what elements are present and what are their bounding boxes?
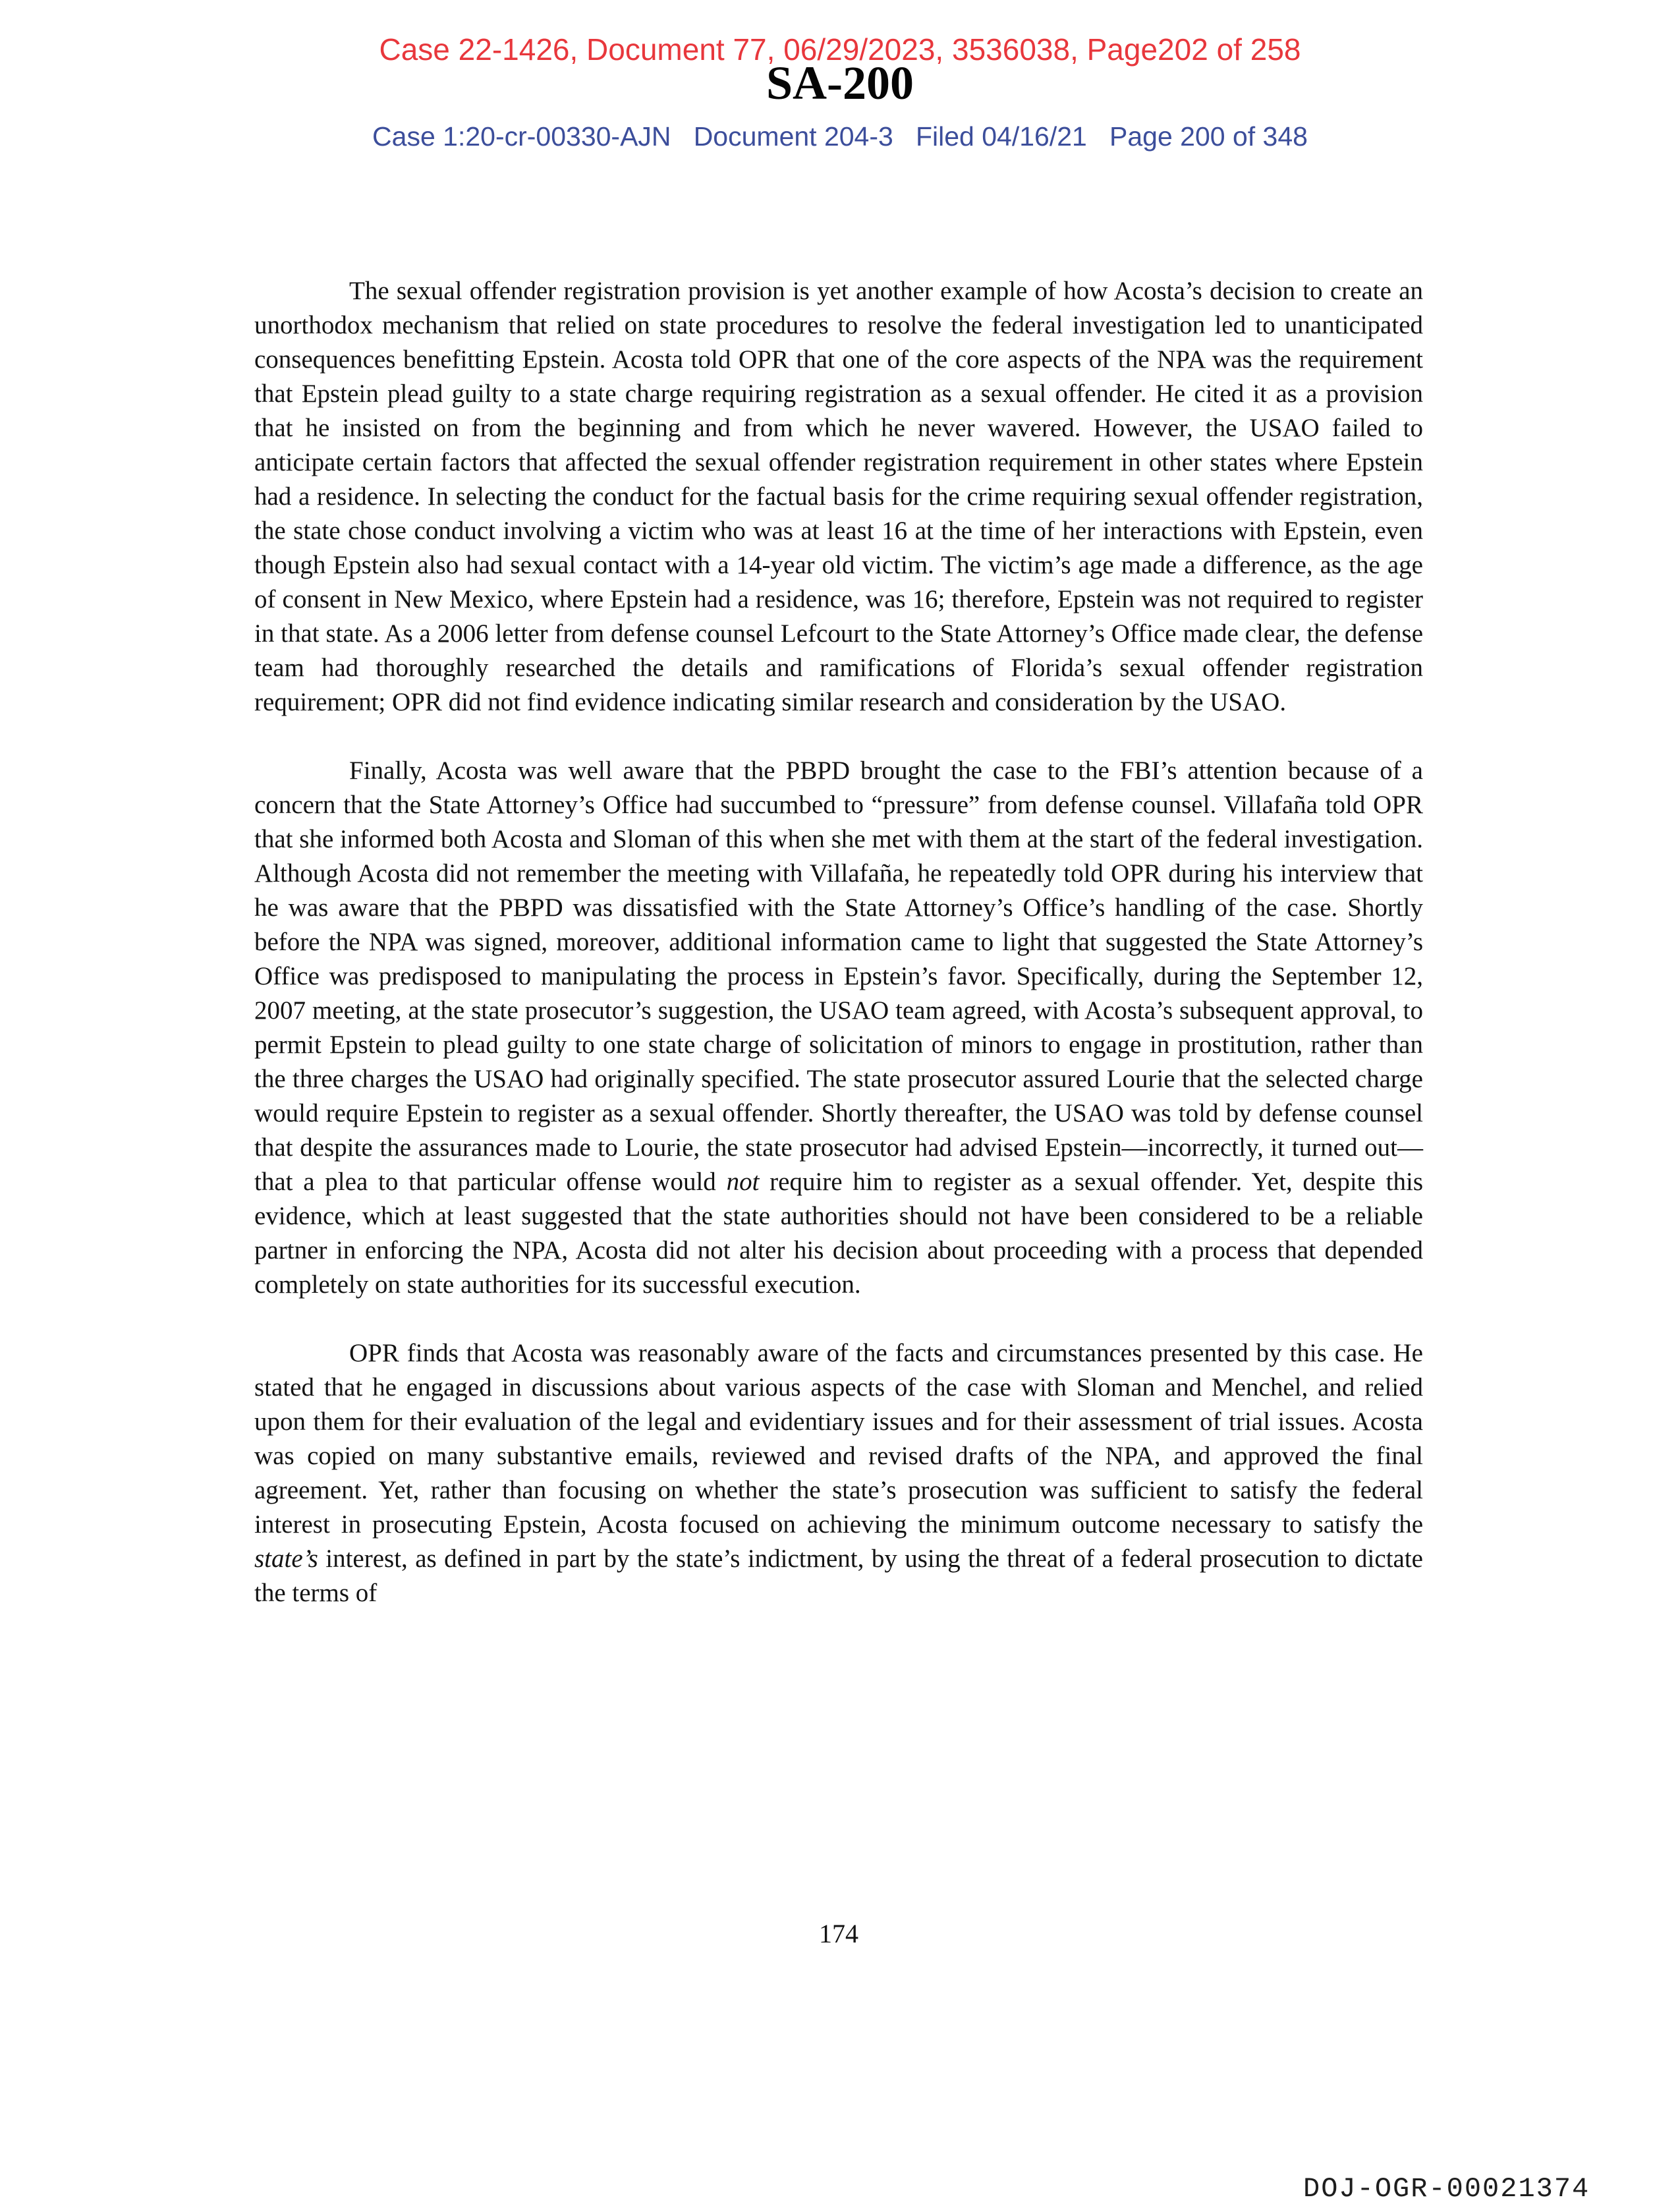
document-body	[254, 274, 1423, 1645]
text-run: The sexual offender registration provision is yet another example of how Acosta’s decision to create an unorthodox mechanism that relied on state procedures to resolve the federal investigation led to unanticipated consequences benefitting Epstein. Acosta told OPR that one of the core aspects of the NPA was the requirement that Epstein plead guilty to a state charge requiring registration as a sexual offender. He cited it as a provision that he insisted on from the beginning and from which he never wavered. However, the USAO failed to anticipate certain factors that affected the sexual offender registration requirement in other states where Epstein had a residence. In selecting the conduct for the factual basis for the crime requiring sexual offender registration, the state chose conduct involving a victim who was at least 16 at the time of her interactions with Epstein, even though Epstein also had sexual contact with a 14-year old victim. The victim’s age made a difference, as the age of consent in New Mexico, where Epstein had a residence, was 16; therefore, Epstein was not required to register in that state. As a 2006 letter from defense counsel Lefcourt to the State Attorney’s Office made clear, the defense team had thoroughly researched the details and ramifications of Florida’s sexual offender registration requirement; OPR did not find evidence indicating similar research and consideration by the USAO.	[254, 277, 1423, 716]
district-case-header: Case 1:20-cr-00330-AJN Document 204-3 Filed 04/16/21 Page 200 of 348	[372, 121, 1308, 152]
bates-number: DOJ-OGR-00021374	[1303, 2173, 1590, 2205]
body-paragraph	[254, 1336, 1423, 1610]
text-run: OPR finds that Acosta was reasonably aware of the facts and circumstances presented by this case. He stated that he engaged in discussions about various aspects of the case with Sloman and Menchel, and relied upon them for their evaluation of the legal and evidentiary issues and for their assessment of trial issues. Acosta was copied on many substantive emails, reviewed and revised drafts of the NPA, and approved the final agreement. Yet, rather than focusing on whether the state’s prosecution was sufficient to satisfy the federal interest in prosecuting Epstein, Acosta focused on achieving the minimum outcome necessary to satisfy the	[254, 1339, 1423, 1539]
text-run: require him to register as a sexual offender. Yet, despite this evidence, which at least suggested that the state authorities should not have been considered to be a reliable partner in enforcing the NPA, Acosta did not alter his decision about proceeding with a process that depended completely on state authorities for its successful execution.	[254, 1168, 1423, 1299]
text-run: Finally, Acosta was well aware that the PBPD brought the case to the FBI’s attention because of a concern that the State Attorney’s Office had succumbed to “pressure” from defense counsel. Villafaña told OPR that she informed both Acosta and Sloman of this when she met with them at the start of the federal investigation. Although Acosta did not remember the meeting with Villafaña, he repeatedly told OPR during his interview that he was aware that the PBPD was dissatisfied with the State Attorney’s Office’s handling of the case. Shortly before the NPA was signed, moreover, additional information came to light that suggested the State Attorney’s Office was predisposed to manipulating the process in Epstein’s favor. Specifically, during the September 12, 2007 meeting, at the state prosecutor’s suggestion, the USAO team agreed, with Acosta’s subsequent approval, to permit Epstein to plead guilty to one state charge of solicitation of minors to engage in prostitution, rather than the three charges the USAO had originally specified. The state prosecutor assured Lourie that the selected charge would require Epstein to register as a sexual offender. Shortly thereafter, the USAO was told by defense counsel that despite the assurances made to Lourie, the state prosecutor had advised Epstein—incorrectly, it turned out—that a plea to that particular offense would	[254, 756, 1423, 1196]
appendix-page-label: SA-200	[766, 57, 914, 109]
page-number: 174	[819, 1919, 858, 1948]
italic-text-run: not	[726, 1168, 760, 1196]
body-paragraph	[254, 274, 1423, 720]
appellate-stamp-header: Case 22-1426, Document 77, 06/29/2023, 3536038, Page202 of 258	[379, 32, 1301, 67]
italic-text-run: state’s	[254, 1545, 318, 1573]
text-run: interest, as defined in part by the state’s indictment, by using the threat of a federal prosecution to dictate the terms of	[254, 1545, 1423, 1607]
body-paragraph	[254, 754, 1423, 1302]
